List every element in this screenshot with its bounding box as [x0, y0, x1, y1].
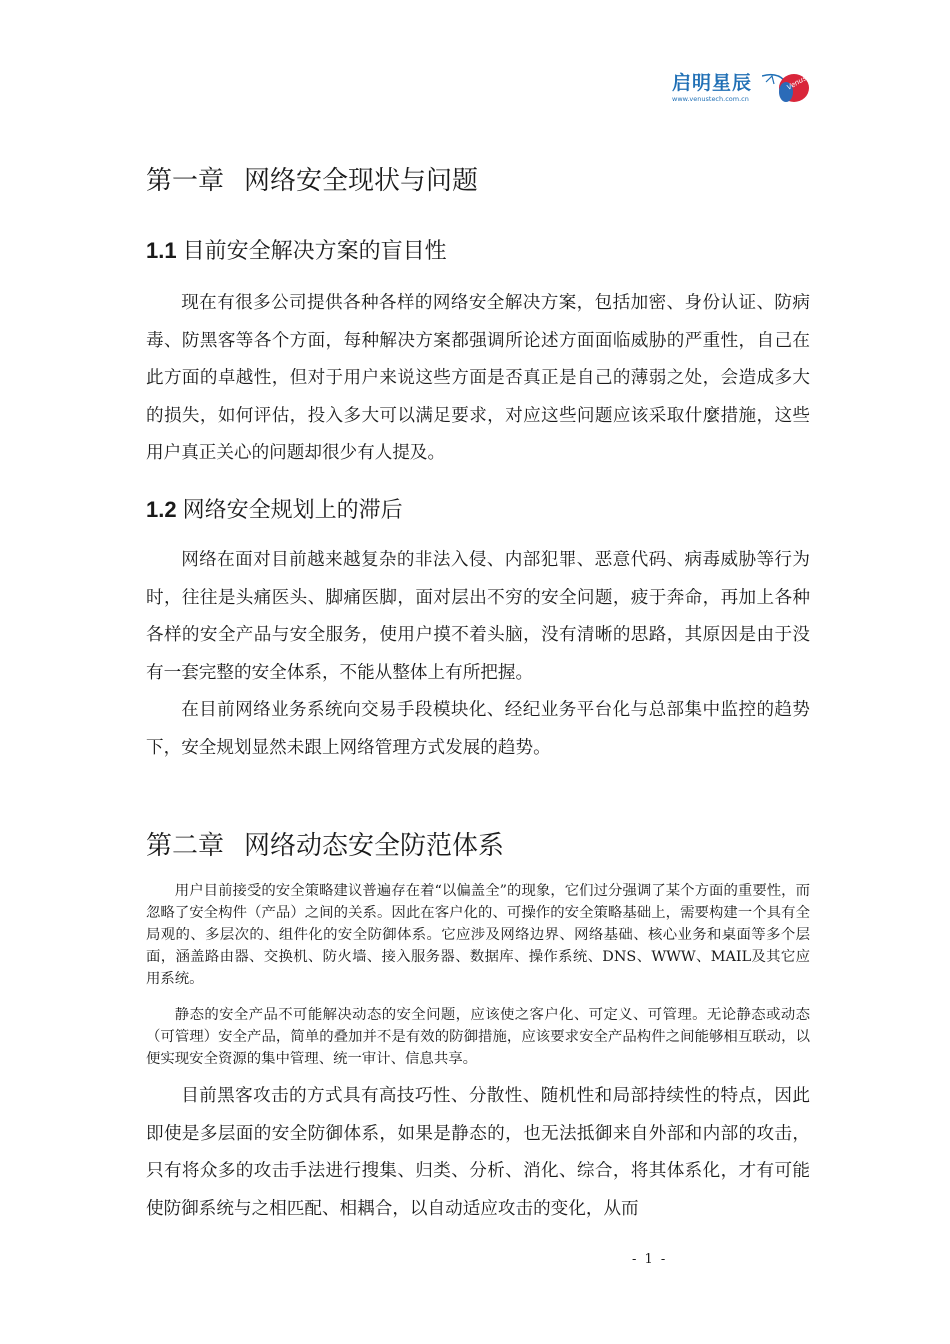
section-1-1-heading: [146, 234, 447, 265]
section-1-1-paragraph: 现在有很多公司提供各种各样的网络安全解决方案，包括加密、身份认证、防病毒、防黑客等各个方面，每种解决方案都强调所论述方面面临威胁的严重性，自己在此方面的卓越性，但对于用户来说这些方面是否真正是自己的薄弱之处，会造成多大的损失，如何评估，投入多大可以满足要求，对应这些问题应该采取什麼措施，这些用户真正关心的问题却很少有人提及。: [146, 293, 810, 463]
page-number: - 1 -: [632, 1252, 668, 1267]
section-1-2-paragraph-1: 网络在面对目前越来越复杂的非法入侵、内部犯罪、恶意代码、病毒威胁等行为时，往往是头痛医头、脚痛医脚，面对层出不穷的安全问题，疲于奔命，再加上各种各样的安全产品与安全服务，使用户摸不着头脑，没有清晰的思路，其原因是由于没有一套完整的安全体系，不能从整体上有所把握。: [146, 550, 810, 683]
chapter-2-small-paragraph-2: 静态的安全产品不可能解决动态的安全问题，应该使之客户化、可定义、可管理。无论静态或动态（可管理）安全产品，简单的叠加并不是有效的防御措施，应该要求安全产品构件之间能够相互联动，以便实现安全资源的集中管理、统一审计、信息共享。: [146, 1007, 810, 1067]
venus-logo-icon: [762, 68, 810, 108]
section-1-2-heading: [146, 493, 403, 524]
section-1-1-number: 1.1: [146, 238, 177, 263]
section-1-2-number: 1.2: [146, 497, 177, 522]
chapter-2-heading: [146, 825, 504, 862]
company-logo: [672, 68, 810, 108]
svg-text:Venus: Venus: [785, 74, 808, 92]
chapter-1-title: 网络安全现状与问题: [244, 166, 479, 196]
chapter-2-paragraph: 目前黑客攻击的方式具有高技巧性、分散性、随机性和局部持续性的特点，因此即使是多层面的安全防御体系，如果是静态的，也无法抵御来自外部和内部的攻击，只有将众多的攻击手法进行搜集、归类、分析、消化、综合，将其体系化，才有可能使防御系统与之相匹配、相耦合，以自动适应攻击的变化，从而: [146, 1086, 810, 1219]
chapter-2-label: 第二章: [146, 831, 225, 861]
section-1-2-paragraph-2: 在目前网络业务系统向交易手段模块化、经纪业务平台化与总部集中监控的趋势下，安全规划显然未跟上网络管理方式发展的趋势。: [146, 700, 810, 758]
section-1-1-title: 目前安全解决方案的盲目性: [182, 239, 447, 264]
chapter-1-label: 第一章: [146, 166, 225, 196]
chapter-1-heading: [146, 160, 478, 197]
section-1-2-title: 网络安全规划上的滞后: [182, 498, 403, 523]
chapter-2-title: 网络动态安全防范体系: [244, 831, 505, 861]
chapter-2-small-paragraph-1: 用户目前接受的安全策略建议普遍存在着“以偏盖全”的现象，它们过分强调了某个方面的重要性，而忽略了安全构件（产品）之间的关系。因此在客户化的、可操作的安全策略基础上，需要构建一个具有全局观的、多层次的、组件化的安全防御体系。它应涉及网络边界、网络基础、核心业务和桌面等多个层面，涵盖路由器、交换机、防火墙、接入服务器、数据库、操作系统、DNS、WWW、MAIL及其它应用系统。: [146, 883, 810, 987]
logo-name: 启明星辰: [672, 72, 753, 94]
logo-url: www.venustech.com.cn: [672, 95, 749, 103]
